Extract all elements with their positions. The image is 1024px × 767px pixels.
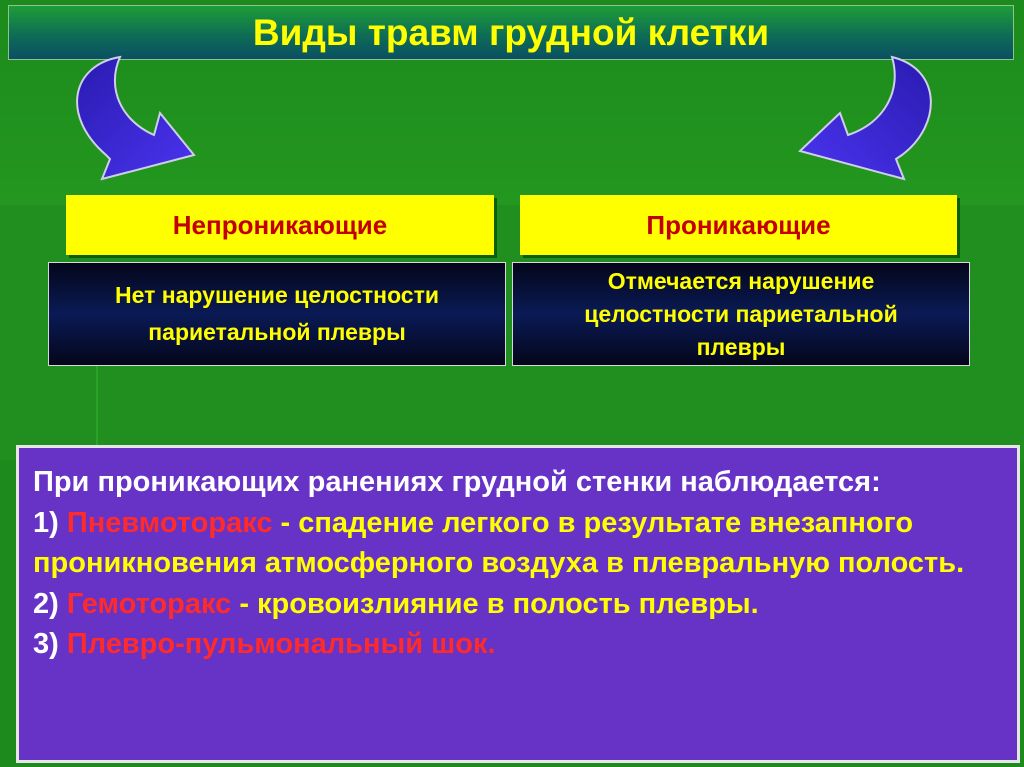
item-text: - спадение легкого в результате внезапного проникновения атмосферного воздуха в плевральную полость. <box>33 506 965 579</box>
description-penetrating <box>512 262 970 366</box>
category-label-penetrating: Проникающие <box>520 195 957 255</box>
info-panel <box>16 445 1020 763</box>
item-number: 2) <box>33 587 67 620</box>
curved-arrow-down-left-icon <box>792 55 942 185</box>
curved-arrow-down-right-icon <box>62 55 202 185</box>
panel-item-1 <box>33 503 1001 584</box>
item-number: 3) <box>33 628 67 660</box>
description-nonpenetrating <box>48 262 506 366</box>
description-line: париетальной плевры <box>148 319 406 345</box>
panel-intro: При проникающих ранениях грудной стенки наблюдается: <box>33 466 881 498</box>
slide-title: Виды травм грудной клетки <box>252 12 770 53</box>
category-label-nonpenetrating: Непроникающие <box>66 195 494 255</box>
description-line: Отмечается нарушение <box>607 267 875 294</box>
item-text: - кровоизлияние в полость плевры. <box>231 587 759 620</box>
description-line: плевры <box>696 333 786 360</box>
term-hemothorax: Гемоторакс <box>66 587 232 620</box>
item-number: 1) <box>33 506 67 539</box>
description-line: целостности париетальной <box>584 300 898 327</box>
panel-item-3 <box>33 624 1001 665</box>
term-shock: Плевро-пульмональный шок. <box>66 628 496 660</box>
panel-item-2 <box>33 584 1001 625</box>
term-pneumothorax: Пневмоторакс <box>66 506 273 539</box>
description-line: Нет нарушение целостности <box>114 282 440 308</box>
